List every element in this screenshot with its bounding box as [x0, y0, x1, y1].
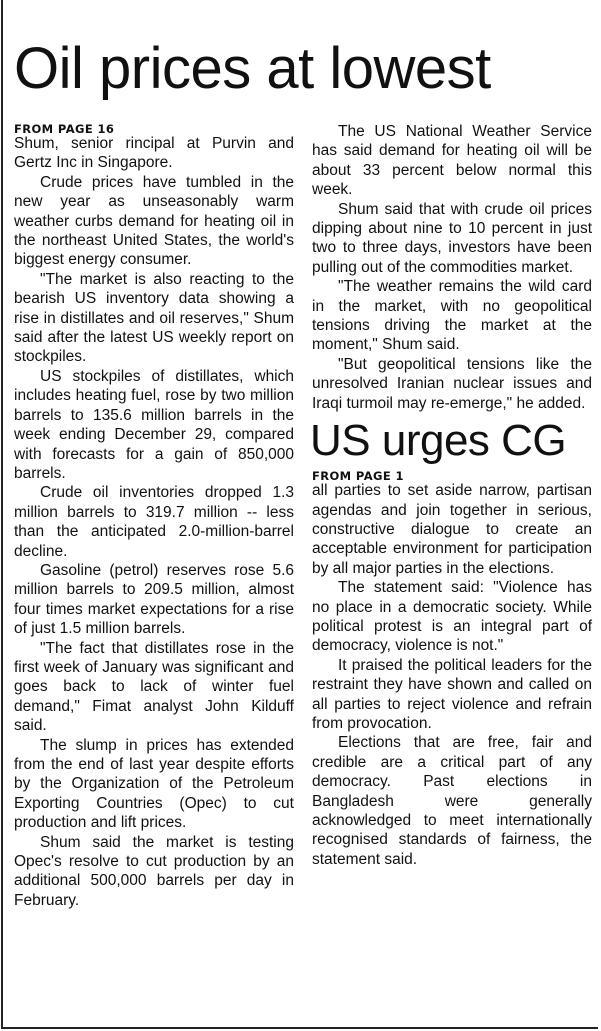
oil-paragraph-1: Shum, senior rincipal at Purvin and Gertz Inc in Singapore.	[14, 135, 294, 172]
cg-paragraph-1: all parties to set aside narrow, partisan agendas and join together in serious, constructive dialogue to create an acceptable environment for participation by all major parties in the elections.	[312, 482, 592, 577]
oil-paragraph-13: "But geopolitical tensions like the unresolved Iranian nuclear issues and Iraqi turmoil may re-emerge," he added.	[312, 355, 592, 412]
oil-paragraph-2: Crude prices have tumbled in the new year as unseasonably warm weather curbs demand for heating oil in the northeast United States, the world's biggest energy consumer.	[14, 173, 294, 269]
cg-story-jump-line: FROM PAGE 1	[312, 469, 404, 484]
oil-story-jump-line: FROM PAGE 16	[14, 122, 115, 136]
left-column	[14, 122, 294, 910]
oil-paragraph-4: US stockpiles of distillates, which includes heating fuel, rose by two million barrels to 135.6 million barrels in the week ending December 29, compared with forecasts for a gain of 850,000 barrels.	[14, 367, 294, 482]
oil-prices-headline: Oil prices at lowest	[14, 36, 491, 101]
oil-paragraph-6: Gasoline (petrol) reserves rose 5.6 million barrels to 209.5 million, almost four times market expectations for a rise of just 1.5 million barrels.	[14, 561, 294, 638]
cg-paragraph-4: Elections that are free, fair and credible are a critical part of any democracy. Past elections in Bangladesh were generally acknowledged to meet internationally recognised standards of fairness, the statement said.	[312, 734, 592, 868]
oil-paragraph-11: Shum said that with crude oil prices dipping about nine to 10 percent in just two to three days, investors have been pulling out of the commodities market.	[312, 200, 592, 276]
oil-paragraph-9: Shum said the market is testing Opec's resolve to cut production by an additional 500,000 barrels per day in February.	[14, 833, 294, 909]
cg-paragraph-2: The statement said: "Violence has no place in a democratic society. While political protest is an integral part of democracy, violence is not."	[312, 579, 592, 655]
right-column	[312, 122, 592, 869]
oil-paragraph-8: The slump in prices has extended from the end of last year despite efforts by the Organization of the Petroleum Exporting Countries (Opec) to cut production and lift prices.	[14, 736, 294, 832]
us-urges-cg-headline: US urges CG	[310, 416, 567, 466]
oil-paragraph-10: The US National Weather Service has said demand for heating oil will be about 33 percent below normal this week.	[312, 123, 592, 199]
oil-paragraph-5: Crude oil inventories dropped 1.3 million barrels to 319.7 million -- less than the anticipated 2.0-million-barrel decline.	[14, 484, 294, 560]
oil-paragraph-7: "The fact that distillates rose in the first week of January was significant and goes back to lack of winter fuel demand," Fimat analyst John Kilduff said.	[14, 639, 294, 735]
oil-paragraph-12: "The weather remains the wild card in the market, with no geopolitical tensions driving the market at the moment," Shum said.	[312, 278, 592, 354]
oil-paragraph-3: "The market is also reacting to the bearish US inventory data showing a rise in distillates and oil reserves," Shum said after the latest US weekly report on stockpiles.	[14, 270, 294, 366]
cg-paragraph-3: It praised the political leaders for the restraint they have shown and called on all parties to reject violence and refrain from provocation.	[312, 656, 592, 732]
